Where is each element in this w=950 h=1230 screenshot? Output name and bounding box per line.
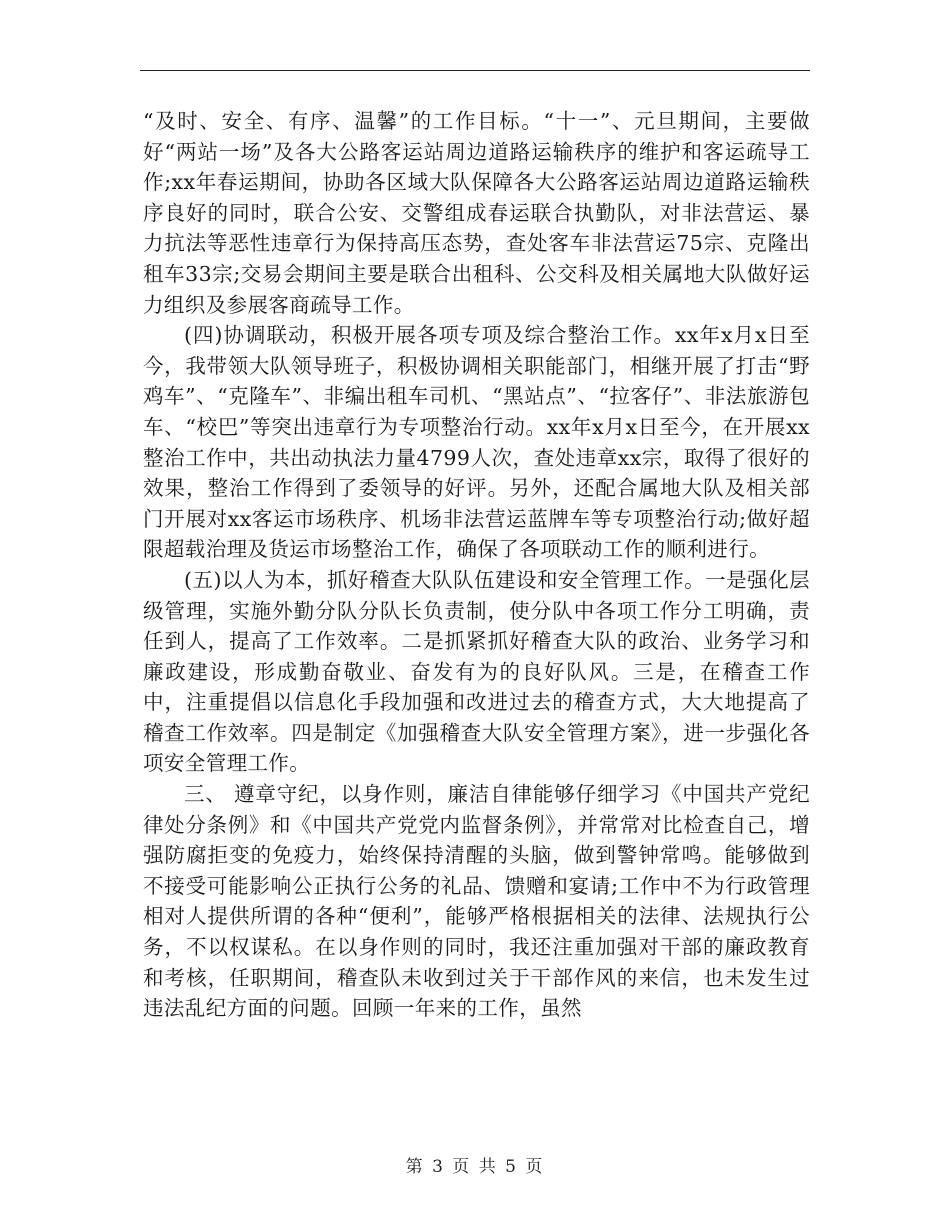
paragraph-section-4: (四)协调联动，积极开展各项专项及综合整治工作。xx年x月x日至今，我带领大队领导班子，积极协调相关职能部门，相继开展了打击“野鸡车”、“克隆车”、非编出租车司机、“黑站点”、“拉客仔”、非法旅游包车、“校巴”等突出违章行为专项整治行动。xx年x月x日至今，在开展xx整治工作中，共出动执法力量4799人次，查处违章xx宗，取得了很好的效果，整治工作得到了委领导的好评。另外，还配合属地大队及相关部门开展对xx客运市场秩序、机场非法营运蓝牌车等专项整治行动;做好超限超载治理及货运市场整治工作，确保了各项联动工作的顺利进行。: [143, 323, 810, 562]
page-number-footer: 第 3 页 共 5 页: [405, 1157, 545, 1177]
document-body: [143, 106, 810, 1024]
paragraph-continued: “及时、安全、有序、温馨”的工作目标。“十一”、元旦期间，主要做好“两站一场”及各大公路客运站周边道路运输秩序的维护和客运疏导工作;xx年春运期间，协助各区域大队保障各大公路客运站周边道路运输秩序良好的同时，联合公安、交警组成春运联合执勤队，对非法营运、暴力抗法等恶性违章行为保持高压态势，查处客车非法营运75宗、克隆出租车33宗;交易会期间主要是联合出租科、公交科及相关属地大队做好运力组织及参展客商疏导工作。: [143, 109, 810, 317]
paragraph-section-5: (五)以人为本，抓好稽查大队队伍建设和安全管理工作。一是强化层级管理，实施外勤分队分队长负责制，使分队中各项工作分工明确，责任到人，提高了工作效率。二是抓紧抓好稽查大队的政治、业务学习和廉政建设，形成勤奋敬业、奋发有为的良好队风。三是，在稽查工作中，注重提倡以信息化手段加强和改进过去的稽查方式，大大地提高了稽查工作效率。四是制定《加强稽查大队安全管理方案》，进一步强化各项安全管理工作。: [143, 567, 810, 776]
paragraph-section-three: 三、 遵章守纪，以身作则，廉洁自律能够仔细学习《中国共产党纪律处分条例》和《中国共产党党内监督条例》，并常常对比检查自己，增强防腐拒变的免疫力，始终保持清醒的头脑，做到警钟常鸣。能够做到不接受可能影响公正执行公务的礼品、馈赠和宴请;工作中不为行政管理相对人提供所谓的各种“便利”，能够严格根据相关的法律、法规执行公务，不以权谋私。在以身作则的同时，我还注重加强对干部的廉政教育和考核，任职期间，稽查队未收到过关于干部作风的来信，也未发生过违法乱纪方面的问题。回顾一年来的工作，虽然: [143, 782, 810, 1021]
header-rule: [140, 70, 810, 71]
